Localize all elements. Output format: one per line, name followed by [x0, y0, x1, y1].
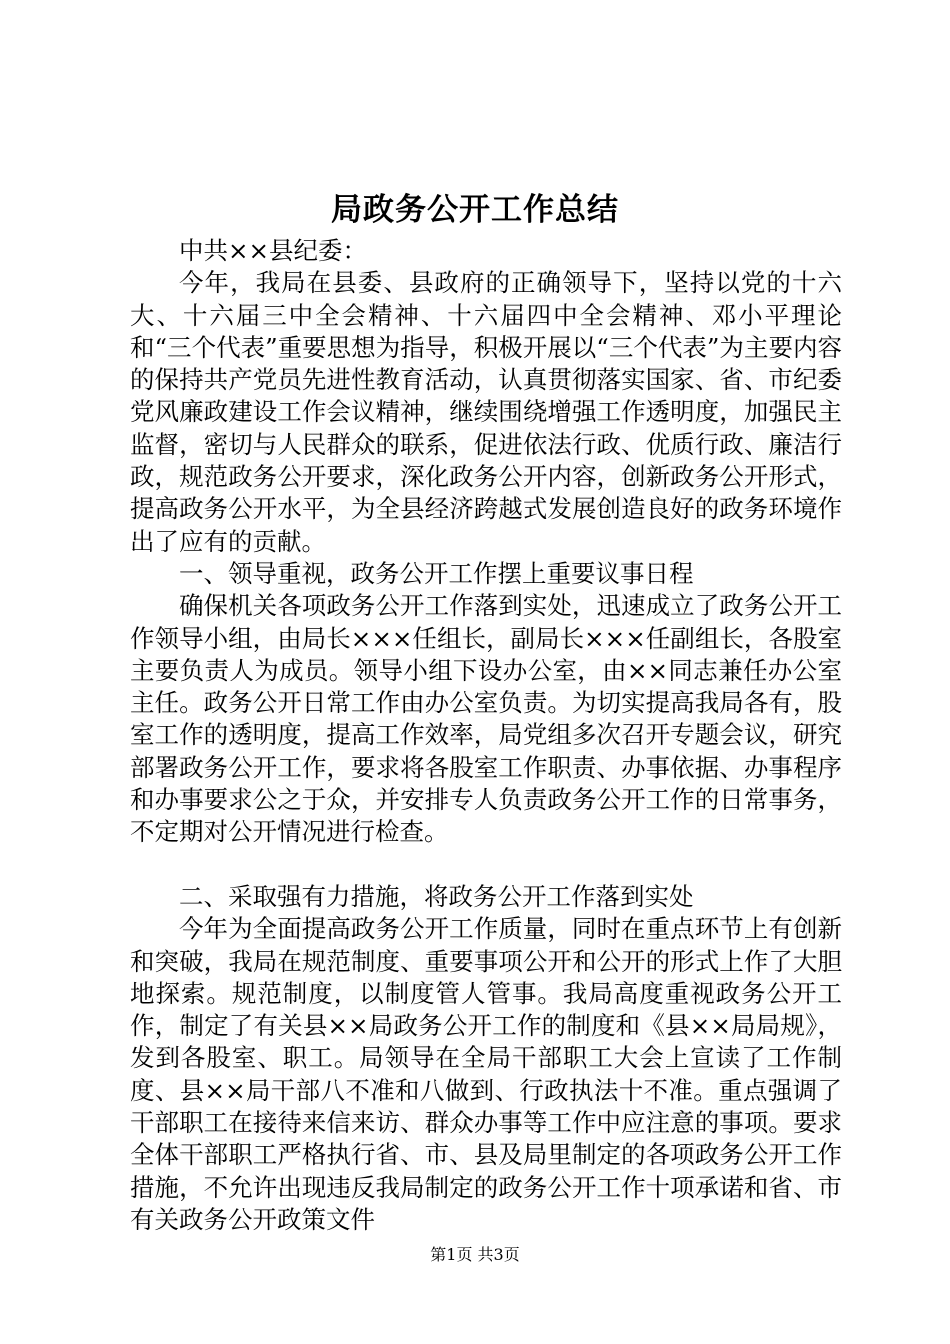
- document-body: [130, 235, 842, 1236]
- body-paragraph: 今年为全面提高政务公开工作质量，同时在重点环节上有创新和突破，我局在规范制度、重要事项公开和公开的形式上作了大胆地探索。规范制度，以制度管人管事。我局高度重视政务公开工作，制定了有关县××局政务公开工作的制度和《县××局局规》，发到各股室、职工。局领导在全局干部职工大会上宣读了工作制度、县××局干部八不准和八做到、行政执法十不准。重点强调了干部职工在接待来信来访、群众办事等工作中应注意的事项。要求全体干部职工严格执行省、市、县及局里制定的各项政务公开工作措施，不允许出现违反我局制定的政务公开工作十项承诺和省、市有关政务公开政策文件: [130, 914, 842, 1234]
- paragraph-spacer: [130, 849, 842, 881]
- page-footer: 第1页 共3页: [430, 1245, 520, 1264]
- section-heading: 二、采取强有力措施，将政务公开工作落到实处: [179, 881, 694, 911]
- body-paragraph: 确保机关各项政务公开工作落到实处，迅速成立了政务公开工作领导小组，由局长×××任组长，副局长×××任副组长，各股室主要负责人为成员。领导小组下设办公室，由××同志兼任办公室主任。政务公开日常工作由办公室负责。为切实提高我局各有，股室工作的透明度，提高工作效率，局党组多次召开专题会议，研究部署政务公开工作，要求将各股室工作职责、办事依据、办事程序和办事要求公之于众，并安排专人负责政务公开工作的日常事务，不定期对公开情况进行检查。: [130, 591, 842, 847]
- section-heading: 一、领导重视，政务公开工作摆上重要议事日程: [179, 558, 694, 588]
- salutation: 中共××县纪委：: [179, 236, 368, 265]
- body-paragraph: 今年，我局在县委、县政府的正确领导下，坚持以党的十六大、十六届三中全会精神、十六届四中全会精神、邓小平理论和“三个代表”重要思想为指导，积极开展以“三个代表”为主要内容的保持共产党员先进性教育活动，认真贯彻落实国家、省、市纪委党风廉政建设工作会议精神，继续围绕增强工作透明度，加强民主监督，密切与人民群众的联系，促进依法行政、优质行政、廉洁行政，规范政务公开要求，深化政务公开内容，创新政务公开形式，提高政务公开水平，为全县经济跨越式发展创造良好的政务环境作出了应有的贡献。: [130, 268, 842, 556]
- document-title: 局政务公开工作总结: [331, 192, 619, 228]
